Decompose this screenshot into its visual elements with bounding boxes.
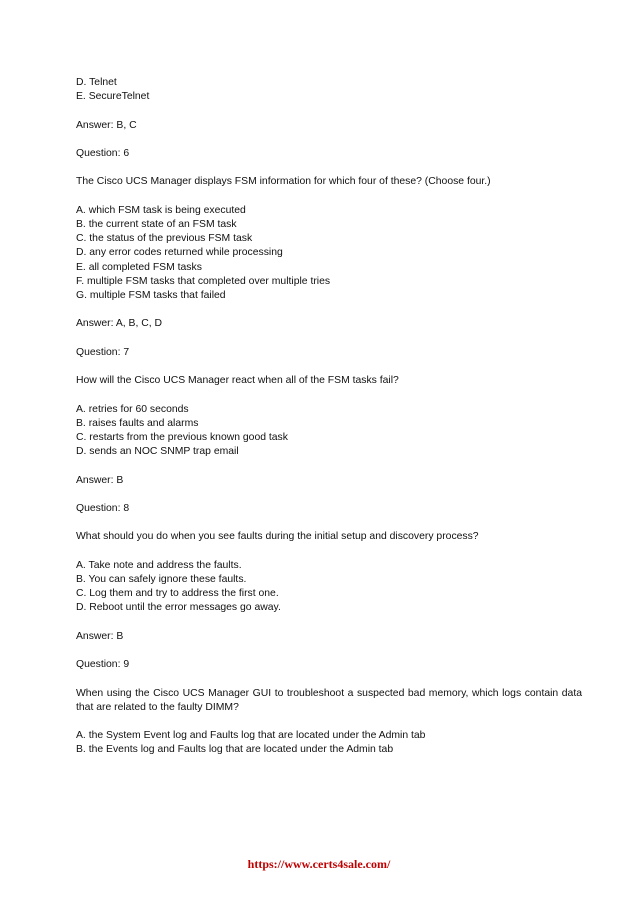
question-7-option-d: D. sends an NOC SNMP trap email	[76, 446, 239, 458]
option-e-securetelnet: E. SecureTelnet	[76, 91, 150, 103]
question-6-answer: Answer: A, B, C, D	[76, 318, 163, 330]
answer-question-5: Answer: B, C	[76, 119, 137, 131]
question-6-option-a: A. which FSM task is being executed	[76, 204, 246, 216]
spacer	[76, 516, 582, 530]
footer-website-link[interactable]: https://www.certs4sale.com/	[247, 857, 391, 871]
page-footer	[0, 857, 638, 872]
question-7-option-a: A. retries for 60 seconds	[76, 403, 189, 415]
spacer	[76, 715, 582, 729]
option-d-telnet: D. Telnet	[76, 77, 117, 88]
question-6-option-g: G. multiple FSM tasks that failed	[76, 289, 226, 301]
question-9-text: When using the Cisco UCS Manager GUI to troubleshoot a suspected bad memory, which logs contain data that are related to the faulty DIMM?	[76, 687, 582, 713]
spacer	[76, 459, 582, 473]
question-7-title: Question: 7	[76, 346, 130, 358]
question-6-option-d: D. any error codes returned while processing	[76, 247, 283, 259]
question-8-option-d: D. Reboot until the error messages go away.	[76, 602, 281, 614]
question-8-title: Question: 8	[76, 502, 130, 514]
spacer	[76, 161, 582, 175]
spacer	[76, 332, 582, 346]
question-7-text: How will the Cisco UCS Manager react when all of the FSM tasks fail?	[76, 375, 399, 387]
spacer	[76, 104, 582, 118]
question-6-text: The Cisco UCS Manager displays FSM information for which four of these? (Choose four.)	[76, 176, 491, 188]
spacer	[76, 616, 582, 630]
spacer	[76, 190, 582, 204]
spacer	[76, 644, 582, 658]
question-9-option-b: B. the Events log and Faults log that are located under the Admin tab	[76, 744, 394, 756]
question-6-option-e: E. all completed FSM tasks	[76, 261, 202, 273]
spacer	[76, 672, 582, 686]
spacer	[76, 360, 582, 374]
spacer	[76, 488, 582, 502]
question-6-option-b: B. the current state of an FSM task	[76, 218, 237, 230]
question-6-option-c: C. the status of the previous FSM task	[76, 233, 253, 245]
question-8-text: What should you do when you see faults during the initial setup and discovery process?	[76, 531, 479, 543]
question-6-title: Question: 6	[76, 147, 130, 159]
spacer	[76, 133, 582, 147]
question-6-option-f: F. multiple FSM tasks that completed over multiple tries	[76, 275, 331, 287]
question-7-option-c: C. restarts from the previous known good task	[76, 431, 288, 443]
question-9-option-a: A. the System Event log and Faults log that are located under the Admin tab	[76, 730, 426, 742]
spacer	[76, 388, 582, 402]
spacer	[76, 545, 582, 559]
question-7-answer: Answer: B	[76, 474, 124, 486]
question-9-title: Question: 9	[76, 659, 130, 671]
question-8-answer: Answer: B	[76, 630, 124, 642]
question-7-option-b: B. raises faults and alarms	[76, 417, 199, 429]
spacer	[76, 303, 582, 317]
question-8-option-c: C. Log them and try to address the first one.	[76, 588, 279, 600]
page-content	[76, 76, 582, 758]
question-8-option-b: B. You can safely ignore these faults.	[76, 573, 247, 585]
question-8-option-a: A. Take note and address the faults.	[76, 559, 242, 571]
